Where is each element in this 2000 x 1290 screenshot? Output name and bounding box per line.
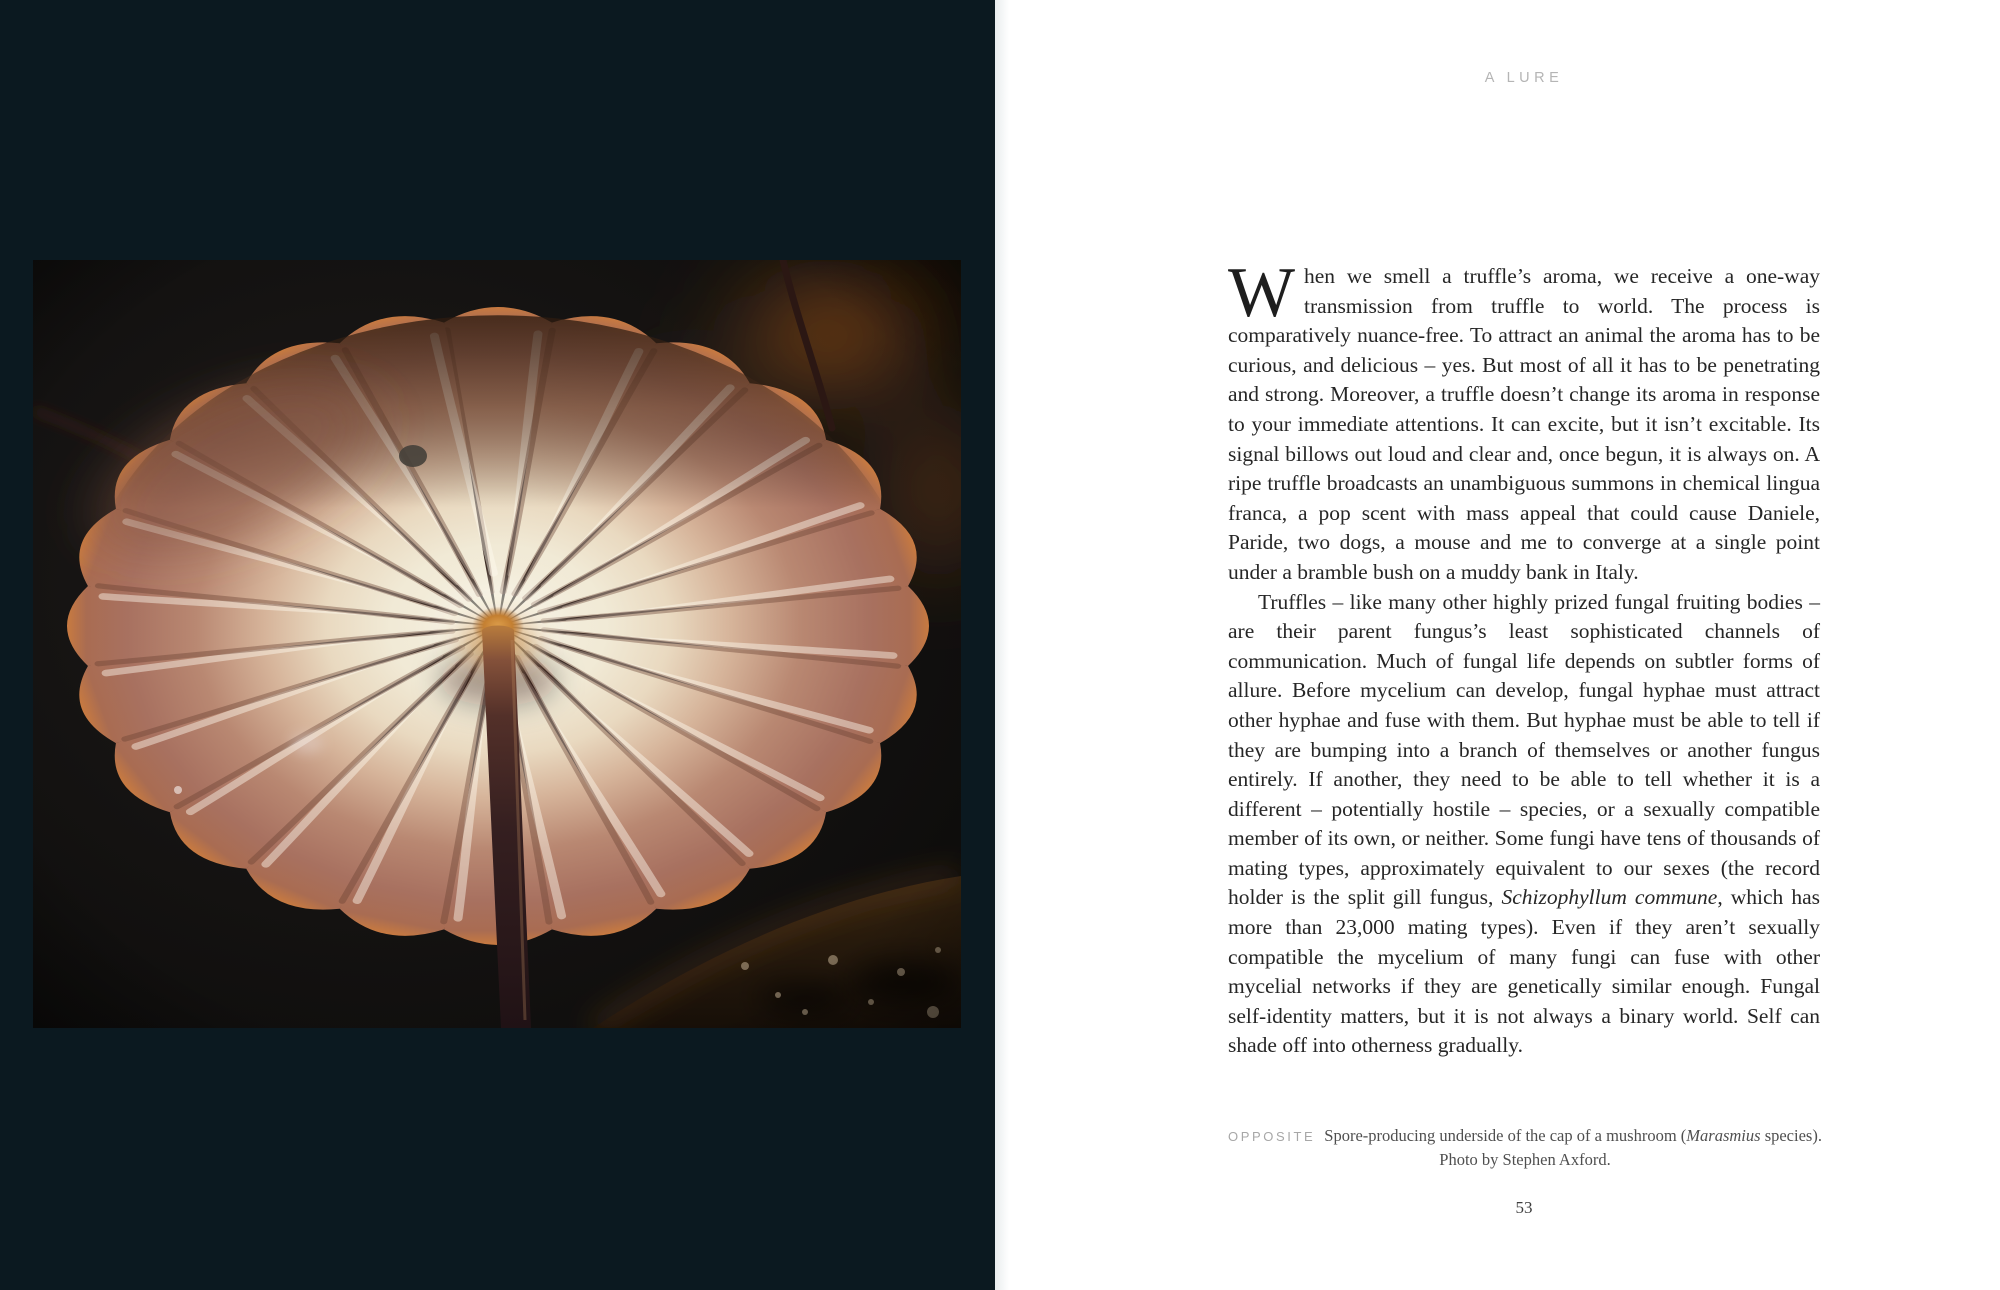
photo-caption — [1175, 1124, 1875, 1171]
mushroom-photo-svg — [33, 260, 961, 1028]
caption-line-1 — [1175, 1124, 1875, 1148]
page-gutter-shadow — [995, 0, 1009, 1290]
left-page — [0, 0, 995, 1290]
paragraph-1 — [1228, 254, 1820, 588]
caption-text-end: species). — [1760, 1126, 1822, 1145]
photo-vignette — [33, 260, 961, 1028]
paragraph-1-text: hen we smell a truffle’s aroma, we receive a one-way transmission from truffle to world. The process is comparatively nuance-free. To attract an animal the aroma has to be curious, and delicious – yes. But most of all it has to be penetrating and strong. Moreover, a truffle doesn’t change its aroma in response to your immediate attentions. It can excite, but it isn’t excitable. Its signal billows out loud and clear and, once begun, it is always on. A ripe truffle broadcasts an unambiguous summons in chemical lingua franca, a pop scent with mass appeal that could cause Daniele, Paride, two dogs, a mouse and me to converge at a single point under a bramble bush on a muddy bank in Italy. — [1228, 264, 1820, 584]
caption-species-italic: Marasmius — [1686, 1126, 1761, 1145]
body-text — [1228, 254, 1820, 1061]
right-page — [995, 0, 2000, 1290]
drop-cap: W — [1228, 254, 1296, 332]
mushroom-photo — [33, 260, 961, 1028]
page-number: 53 — [1515, 1198, 1533, 1217]
paragraph-2-text: Truffles – like many other highly prized fungal fruiting bodies – are their parent fungus’s least sophisticated channels of communication. Much of fungal life depends on subtler forms of allure. Before mycelium can develop, fungal hyphae must attract other hyphae and fuse with them. But hyphae must be able to tell if they are bumping into a branch of themselves or another fungus entirely. If another, they need to be able to tell whether it is a different – potentially hostile – species, or a sexually compatible member of its own, or neither. Some fungi have tens of thousands of mating types, approximately equivalent to our sexes (the record holder is the split gill fungus, — [1228, 589, 1820, 910]
paragraph-2 — [1228, 588, 1820, 1062]
caption-label: OPPOSITE — [1228, 1129, 1316, 1144]
caption-line-2: Photo by Stephen Axford. — [1439, 1150, 1611, 1169]
species-name-italic: Schizophyllum commune — [1501, 885, 1718, 910]
running-head: A LURE — [1484, 70, 1564, 86]
paragraph-2-text-end: , which has more than 23,000 mating types). Even if they aren’t sexually compatible the mycelium of many fungi can fuse with other mycelial networks if they are genetically similar enough. Fungal self-identity matters, but it is not always a binary world. Self can shade off into otherness gradually. — [1228, 885, 1820, 1058]
caption-text: Spore-producing underside of the cap of a mushroom ( — [1324, 1126, 1687, 1145]
